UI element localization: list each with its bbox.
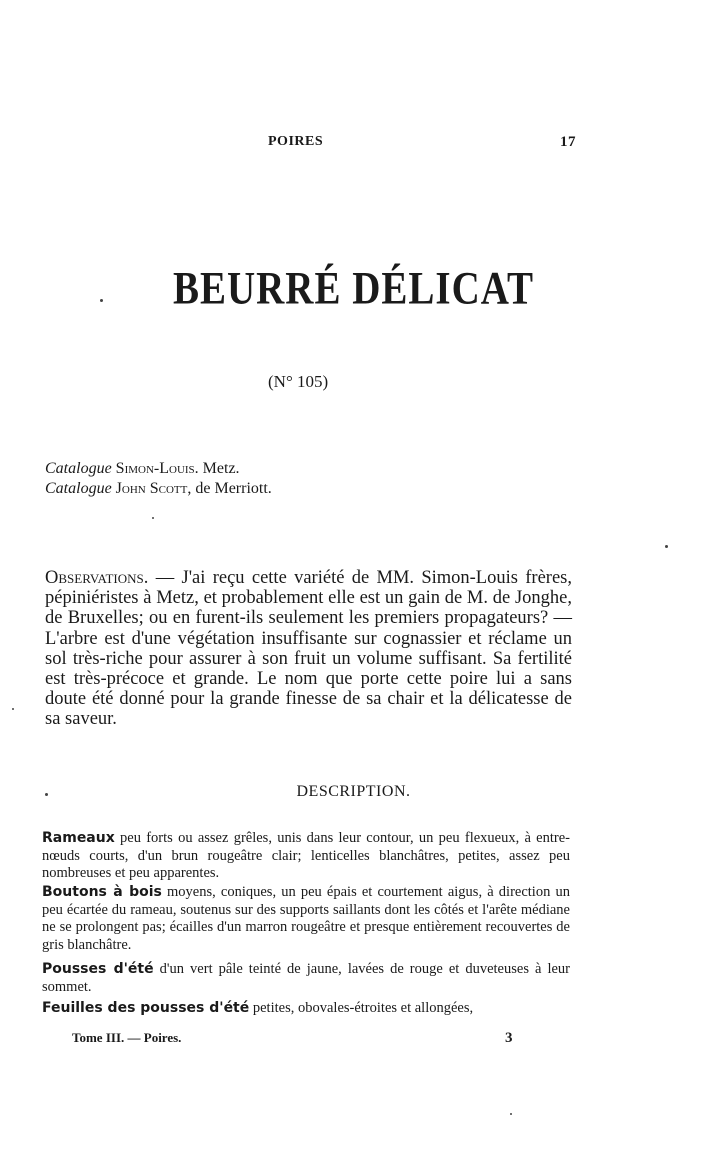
catalogue-rest: . Metz. — [194, 460, 240, 477]
description-lead: Pousses d'été — [42, 961, 154, 977]
observations-text: — J'ai reçu cette variété de MM. Simon-Louis frères, pépiniéristes à Metz, et probablement elle est un gain de M. de Jonghe, de Bruxelles; ou en furent-ils seulement les premiers propagateurs? — L'arbre est d'une végétation insuffisante sur cognassier et réclame un sol très-riche pour assurer à son fruit un volume suffisant. Sa fertilité est très-précoce et grande. Le nom que porte cette poire lui a sans doute été donné pour la grande finesse de sa chair et la délicatesse de sa saveur. — [45, 568, 572, 730]
description-text: petites, obovales-étroites et allongées, — [249, 1000, 474, 1016]
description-text: moyens, coniques, un peu épais et courtement aigus, à direction un peu écartée du rameau, soutenus sur des supports saillants dont les côtés et l'arête médiane ne se prolongent pas; écailles d'un marron rougeâtre et presque entièrement recouvertes de gris blanchâtre. — [42, 884, 570, 953]
print-speck — [100, 299, 103, 302]
footer-volume: Tome III. — Poires. — [72, 1030, 182, 1045]
description-paragraph — [42, 884, 570, 954]
description-lead: Rameaux — [42, 830, 115, 846]
print-speck — [665, 545, 668, 548]
catalogue-label: Catalogue — [45, 480, 112, 497]
description-paragraph — [42, 1000, 570, 1018]
print-speck — [12, 708, 14, 710]
catalogue-line — [45, 460, 240, 478]
description-text: peu forts ou assez grêles, unis dans leur contour, un peu flexueux, à entre-nœuds courts, d'un brun rougeâtre clair; lenticelles blanchâtres, petites, assez peu nombreuses et peu apparentes. — [42, 830, 570, 881]
description-lead: Feuilles des pousses d'été — [42, 1000, 250, 1016]
catalogue-line — [45, 480, 272, 498]
running-title: POIRES — [268, 134, 324, 149]
description-text: d'un vert pâle teinté de jaune, lavées de rouge et duveteuses à leur sommet. — [42, 961, 570, 995]
description-paragraph — [42, 830, 570, 883]
print-speck — [45, 793, 48, 796]
footer-signature: 3 — [505, 1030, 513, 1046]
observations-label: Observations. — [45, 568, 149, 588]
catalogue-name: Simon-Louis — [115, 460, 195, 477]
observations-paragraph — [45, 568, 572, 730]
page-title: BEURRÉ DÉLICAT — [172, 263, 535, 314]
variety-number: (N° 105) — [268, 372, 329, 391]
description-paragraph — [42, 961, 570, 996]
description-heading: DESCRIPTION. — [296, 783, 411, 800]
print-speck — [510, 1113, 512, 1115]
catalogue-rest: , de Merriott. — [187, 480, 272, 497]
description-lead: Boutons à bois — [42, 884, 162, 900]
catalogue-name: John Scott — [115, 480, 188, 497]
print-speck — [152, 517, 154, 519]
catalogue-label: Catalogue — [45, 460, 112, 477]
page-number: 17 — [560, 134, 576, 150]
